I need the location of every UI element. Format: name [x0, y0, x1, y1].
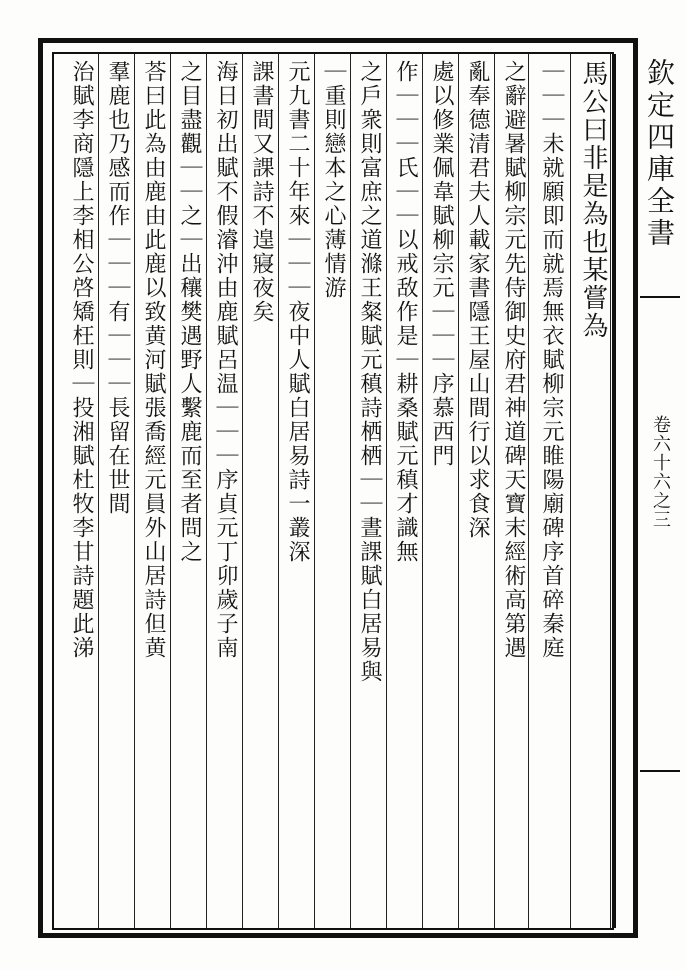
column-rule — [314, 54, 315, 928]
column-rule — [570, 54, 571, 928]
column-rule — [134, 54, 135, 928]
text-column: 海日初出賦不假濬沖由鹿賦呂温｜｜｜序貞元丁卯歲子南 — [213, 60, 238, 660]
column-rule — [350, 54, 351, 928]
text-column: ｜重則戀本之心薄情游 — [321, 60, 346, 300]
column-rule — [242, 54, 243, 928]
volume-label: 卷六十六之三 — [650, 415, 671, 529]
column-rule — [278, 54, 279, 928]
text-column: 課書間又課詩不遑寢夜矣 — [249, 60, 274, 324]
text-column: 作｜｜｜氏｜｜以戒敌作是｜耕桑賦元稹才識無 — [393, 60, 418, 564]
column-rule — [386, 54, 387, 928]
column-rule — [458, 54, 459, 928]
text-column: 之戶衆則富庶之道滌王粲賦元稹詩栖栖｜｜晝課賦白居易與 — [357, 60, 382, 684]
text-column: 羣鹿也乃感而作｜｜｜有｜｜｜長留在世間 — [105, 60, 130, 516]
fishtail-divider — [640, 296, 680, 298]
margin-column — [614, 54, 638, 928]
text-column: 之辭避暑賦柳宗元先侍御史府君神道碑天寶末經術高第遇 — [501, 60, 526, 660]
text-column: ｜｜｜未就願即而就焉無衣賦柳宗元睢陽廟碑序首碎秦庭 — [539, 60, 564, 660]
column-rule — [494, 54, 495, 928]
text-column: 處以修業佩韋賦柳宗元｜｜｜序慕西門 — [429, 60, 454, 468]
column-rule — [170, 54, 171, 928]
text-column: 之目盡觀｜｜之｜出穰樊遇野人繫鹿而至者問之 — [177, 60, 202, 564]
column-rule — [422, 54, 423, 928]
fishtail-divider — [640, 770, 680, 772]
text-column: 亂奉德清君夫人載家書隱王屋山間行以求食深 — [465, 60, 490, 540]
book-title: 欽定四庫全書 — [643, 58, 676, 250]
column-rule — [98, 54, 99, 928]
text-column: 馬公曰非是為也某嘗為 — [578, 60, 608, 340]
column-rule — [206, 54, 207, 928]
text-column: 荅曰此為由鹿由此鹿以致黄河賦張喬經元員外山居詩但黄 — [141, 60, 166, 660]
text-column: 治賦李商隱上李相公啓矯枉則｜投湘賦杜牧李甘詩題此涕 — [69, 60, 94, 660]
text-column: 元九書二十年來｜｜｜夜中人賦白居易詩一叢深 — [285, 60, 310, 564]
